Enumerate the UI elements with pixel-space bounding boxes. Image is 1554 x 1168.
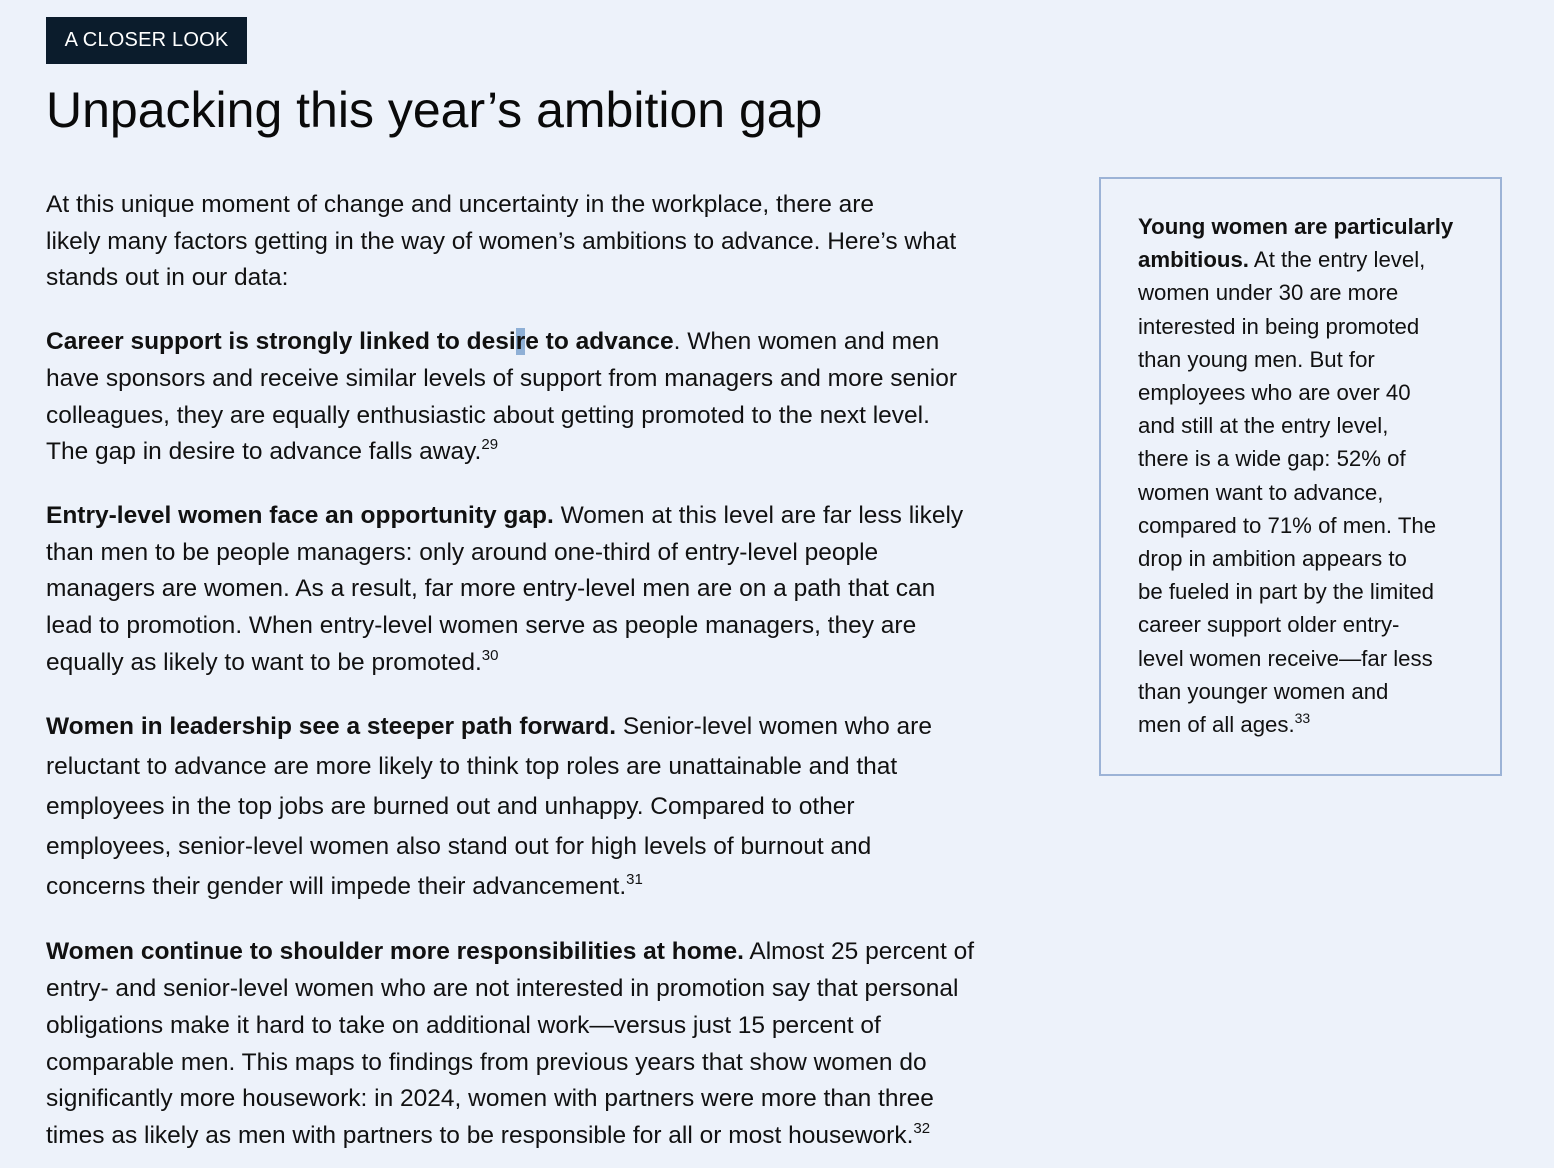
intro-line: stands out in our data: [46,264,289,292]
paragraph-line [46,498,1046,535]
intro-line: At this unique moment of change and uncertainty in the workplace, there are [46,191,875,218]
footnote-ref[interactable]: 29 [481,436,499,454]
callout-line: level women receive—far less [1138,645,1433,671]
paragraph-line [46,934,1046,971]
article-body [46,187,1046,1155]
career-support-lead [46,328,674,355]
career-support-paragraph [46,324,1046,471]
paragraph-line: managers are women. As a result, far more entry-level men are on a path that can [46,575,936,603]
paragraph-line [46,1118,1046,1155]
callout-line: there is a wide gap: 52% of [1138,446,1406,472]
paragraph-line: than men to be people managers: only around one-third of entry-level people [46,538,879,566]
paragraph-line [46,324,1046,361]
callout-line: women under 30 are more [1138,280,1399,306]
entry-level-paragraph [46,498,1046,682]
callout-line: than younger women and [1138,678,1389,704]
paragraph-line [46,867,1046,907]
paragraph-line: comparable men. This maps to findings from previous years that show women do [46,1048,927,1076]
paragraph-line [46,645,1046,682]
callout-text-segment: At the entry level, [1248,247,1426,273]
callout-line: interested in being promoted [1138,313,1420,339]
paragraph-text: . When women and men [673,328,940,356]
page-title: Unpacking this year’s ambition gap [46,82,823,138]
paragraph-text: concerns their gender will impede their advancement. [46,873,627,901]
leadership-paragraph [46,707,1046,907]
callout-text [1138,210,1453,741]
callout-line: drop in ambition appears to [1138,546,1407,572]
paragraph-line: reluctant to advance are more likely to think top roles are unattainable and that [46,753,898,781]
lead-text: e to advance [525,328,674,356]
leadership-lead: Women in leadership see a steeper path forward. [46,713,617,741]
callout-line: compared to 71% of men. The [1138,512,1437,538]
section-eyebrow-label: A CLOSER LOOK [46,17,247,64]
intro-line: likely many factors getting in the way of women’s ambitions to advance. Here’s what [46,227,957,255]
callout-line: women want to advance, [1138,479,1384,505]
callout-box [1099,177,1502,776]
paragraph-line [46,707,1046,747]
paragraph-text: The gap in desire to advance falls away. [46,438,482,466]
callout-line: than young men. But for [1138,346,1375,372]
paragraph-line: entry- and senior-level women who are not interested in promotion say that personal [46,975,959,1003]
paragraph-line: colleagues, they are equally enthusiastic about getting promoted to the next level. [46,401,930,429]
callout-line: and still at the entry level, [1138,413,1389,439]
paragraph-line: lead to promotion. When entry-level women serve as people managers, they are [46,612,917,640]
paragraph-text: Senior-level women who are [616,713,932,741]
footnote-ref[interactable]: 32 [913,1119,931,1137]
footnote-ref[interactable]: 31 [626,871,643,889]
home-responsibilities-paragraph [46,934,1046,1154]
callout-lead: Young women are particularly [1138,214,1454,239]
paragraph-text: times as likely as men with partners to be responsible for all or most housework. [46,1121,914,1149]
paragraph-line: employees in the top jobs are burned out and unhappy. Compared to other [46,793,855,821]
callout-line: be fueled in part by the limited [1138,579,1435,605]
callout-line [1138,708,1453,741]
home-responsibilities-lead: Women continue to shoulder more responsibilities at home. [46,938,744,966]
callout-text-segment: men of all ages. [1138,712,1295,738]
callout-line: career support older entry- [1138,612,1400,638]
paragraph-text: Women at this level are far less likely [553,501,964,529]
entry-level-lead: Entry-level women face an opportunity gap. [46,501,554,529]
paragraph-line: obligations make it hard to take on additional work—versus just 15 percent of [46,1011,881,1039]
intro-paragraph [46,187,1046,297]
footnote-ref[interactable]: 30 [481,646,499,664]
paragraph-text: equally as likely to want to be promoted. [46,648,482,676]
paragraph-line [46,434,1046,471]
lead-text: Career support is strongly linked to desi [46,328,516,356]
paragraph-line: employees, senior-level women also stand out for high levels of burnout and [46,833,872,861]
callout-line: employees who are over 40 [1138,380,1411,406]
callout-lead: ambitious. [1138,247,1249,273]
footnote-ref[interactable]: 33 [1294,710,1311,727]
paragraph-line: significantly more housework: in 2024, women with partners were more than three [46,1085,934,1113]
text-selection-cursor: r [515,328,526,356]
paragraph-line: have sponsors and receive similar levels of support from managers and more senior [46,364,958,392]
paragraph-text: Almost 25 percent of [743,938,975,966]
callout-line [1138,243,1453,276]
